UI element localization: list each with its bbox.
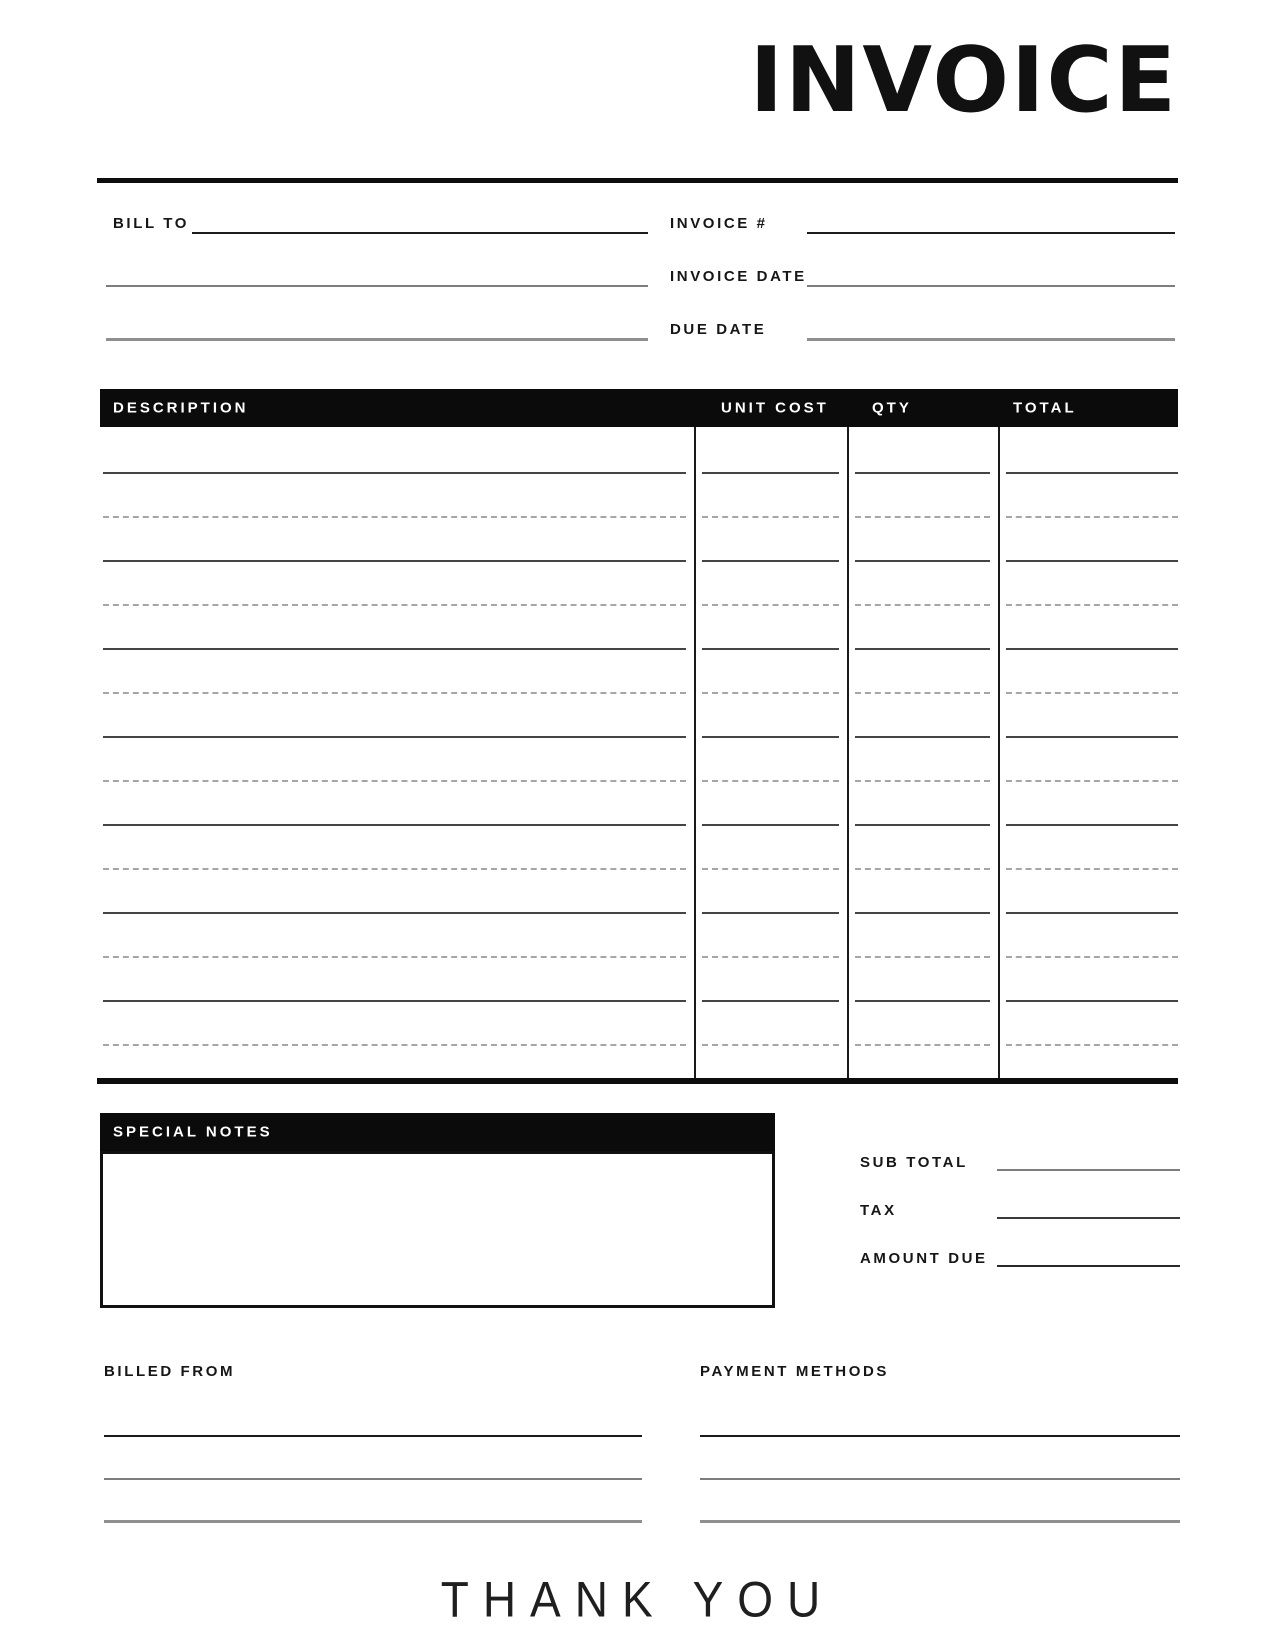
column-divider-3: [998, 427, 1000, 1081]
item-row-4-col-2-dashed-line[interactable]: [702, 780, 839, 782]
item-row-2-col-2-dashed-line[interactable]: [702, 604, 839, 606]
item-row-4-col-1-dashed-line[interactable]: [103, 780, 686, 782]
column-header-unit-cost: UNIT COST: [721, 399, 829, 417]
special-notes-header: [100, 1113, 775, 1151]
item-row-2-col-1-line[interactable]: [103, 560, 686, 562]
item-row-1-col-1-dashed-line[interactable]: [103, 516, 686, 518]
item-row-2-col-1-dashed-line[interactable]: [103, 604, 686, 606]
item-row-1-col-4-dashed-line[interactable]: [1006, 516, 1178, 518]
tax-input[interactable]: [997, 1217, 1180, 1219]
item-row-6-col-3-dashed-line[interactable]: [855, 956, 990, 958]
column-header-qty: QTY: [872, 399, 912, 417]
item-row-3-col-2-dashed-line[interactable]: [702, 692, 839, 694]
item-row-3-col-3-dashed-line[interactable]: [855, 692, 990, 694]
item-row-1-col-3-dashed-line[interactable]: [855, 516, 990, 518]
item-row-4-col-3-line[interactable]: [855, 736, 990, 738]
bill-to-input[interactable]: [192, 232, 648, 234]
invoice-date-input[interactable]: [807, 285, 1175, 287]
item-row-1-col-4-line[interactable]: [1006, 472, 1178, 474]
item-row-2-col-3-line[interactable]: [855, 560, 990, 562]
payment-methods-line-3[interactable]: [700, 1520, 1180, 1523]
item-row-5-col-2-line[interactable]: [702, 824, 839, 826]
amount-due-input[interactable]: [997, 1265, 1180, 1267]
item-row-3-col-3-line[interactable]: [855, 648, 990, 650]
item-row-2-col-4-line[interactable]: [1006, 560, 1178, 562]
item-row-5-col-4-line[interactable]: [1006, 824, 1178, 826]
item-row-2-col-4-dashed-line[interactable]: [1006, 604, 1178, 606]
item-row-5-col-4-dashed-line[interactable]: [1006, 868, 1178, 870]
special-notes-input[interactable]: [100, 1151, 775, 1308]
item-row-1-col-2-line[interactable]: [702, 472, 839, 474]
amount-due-label: AMOUNT DUE: [860, 1250, 988, 1267]
item-row-7-col-3-line[interactable]: [855, 1000, 990, 1002]
item-row-7-col-3-dashed-line[interactable]: [855, 1044, 990, 1046]
item-row-7-col-4-dashed-line[interactable]: [1006, 1044, 1178, 1046]
item-row-3-col-1-dashed-line[interactable]: [103, 692, 686, 694]
item-row-7-col-2-dashed-line[interactable]: [702, 1044, 839, 1046]
item-row-6-col-2-dashed-line[interactable]: [702, 956, 839, 958]
item-row-6-col-4-dashed-line[interactable]: [1006, 956, 1178, 958]
bill-to-address-line-3[interactable]: [106, 338, 648, 341]
item-row-5-col-3-line[interactable]: [855, 824, 990, 826]
item-row-1-col-3-line[interactable]: [855, 472, 990, 474]
column-divider-2: [847, 427, 849, 1081]
sub-total-label: SUB TOTAL: [860, 1154, 968, 1171]
item-row-3-col-4-dashed-line[interactable]: [1006, 692, 1178, 694]
column-divider-1: [694, 427, 696, 1081]
bill-to-label: BILL TO: [113, 215, 189, 232]
item-row-6-col-4-line[interactable]: [1006, 912, 1178, 914]
column-header-total: TOTAL: [1013, 399, 1077, 417]
item-row-3-col-2-line[interactable]: [702, 648, 839, 650]
due-date-input[interactable]: [807, 338, 1175, 341]
billed-from-line-3[interactable]: [104, 1520, 642, 1523]
item-row-6-col-2-line[interactable]: [702, 912, 839, 914]
invoice-number-label: INVOICE #: [670, 215, 768, 232]
item-row-6-col-1-line[interactable]: [103, 912, 686, 914]
due-date-label: DUE DATE: [670, 321, 767, 338]
billed-from-line-2[interactable]: [104, 1478, 642, 1480]
item-row-5-col-2-dashed-line[interactable]: [702, 868, 839, 870]
item-row-7-col-1-line[interactable]: [103, 1000, 686, 1002]
payment-methods-label: PAYMENT METHODS: [700, 1363, 890, 1380]
item-row-5-col-1-line[interactable]: [103, 824, 686, 826]
invoice-number-input[interactable]: [807, 232, 1175, 234]
item-row-2-col-2-line[interactable]: [702, 560, 839, 562]
item-row-4-col-4-dashed-line[interactable]: [1006, 780, 1178, 782]
column-header-description: DESCRIPTION: [113, 399, 249, 417]
item-row-1-col-1-line[interactable]: [103, 472, 686, 474]
billed-from-line-1[interactable]: [104, 1435, 642, 1437]
item-row-4-col-3-dashed-line[interactable]: [855, 780, 990, 782]
thank-you-text: THANK YOU: [440, 1570, 835, 1628]
item-row-7-col-1-dashed-line[interactable]: [103, 1044, 686, 1046]
tax-label: TAX: [860, 1202, 897, 1219]
item-row-4-col-1-line[interactable]: [103, 736, 686, 738]
item-row-5-col-3-dashed-line[interactable]: [855, 868, 990, 870]
sub-total-input[interactable]: [997, 1169, 1180, 1171]
item-row-7-col-2-line[interactable]: [702, 1000, 839, 1002]
table-bottom-rule: [97, 1078, 1178, 1084]
item-row-3-col-4-line[interactable]: [1006, 648, 1178, 650]
item-row-6-col-1-dashed-line[interactable]: [103, 956, 686, 958]
item-row-4-col-2-line[interactable]: [702, 736, 839, 738]
invoice-date-label: INVOICE DATE: [670, 268, 807, 285]
item-row-1-col-2-dashed-line[interactable]: [702, 516, 839, 518]
item-row-3-col-1-line[interactable]: [103, 648, 686, 650]
top-rule: [97, 178, 1178, 183]
item-row-2-col-3-dashed-line[interactable]: [855, 604, 990, 606]
item-row-6-col-3-line[interactable]: [855, 912, 990, 914]
item-row-7-col-4-line[interactable]: [1006, 1000, 1178, 1002]
payment-methods-line-2[interactable]: [700, 1478, 1180, 1480]
items-table-header: [100, 389, 1178, 427]
payment-methods-line-1[interactable]: [700, 1435, 1180, 1437]
bill-to-address-line-2[interactable]: [106, 285, 648, 287]
item-row-5-col-1-dashed-line[interactable]: [103, 868, 686, 870]
billed-from-label: BILLED FROM: [104, 1363, 236, 1380]
page-title: INVOICE: [749, 28, 1178, 133]
special-notes-label: SPECIAL NOTES: [113, 1123, 273, 1141]
item-row-4-col-4-line[interactable]: [1006, 736, 1178, 738]
